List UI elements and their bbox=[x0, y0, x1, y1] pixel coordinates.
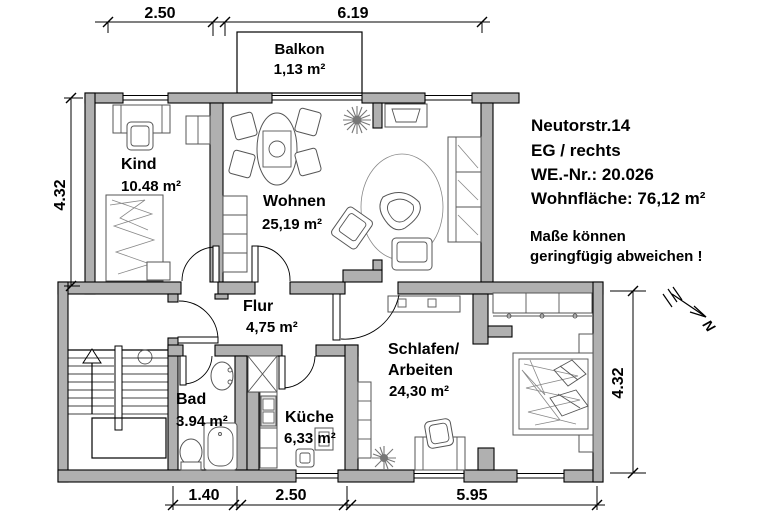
north-arrow-icon bbox=[663, 287, 719, 335]
room-area-kueche: 6,33 m² bbox=[284, 430, 336, 447]
desk-chair bbox=[424, 418, 454, 449]
plant-icon bbox=[372, 446, 396, 470]
room-label-wohnen: Wohnen bbox=[263, 193, 326, 210]
kitchen-sink bbox=[261, 396, 276, 426]
room-label-schlafen-2: Arbeiten bbox=[388, 362, 453, 379]
kind-chair bbox=[127, 122, 153, 150]
kitchen-stool bbox=[296, 449, 314, 467]
staircase bbox=[68, 346, 168, 458]
room-label-kueche: Küche bbox=[285, 409, 334, 426]
bookshelf bbox=[223, 196, 247, 272]
room-label-schlafen: Schlafen/ bbox=[388, 341, 460, 358]
toilet bbox=[180, 439, 202, 470]
dim-label-top-2: 6.19 bbox=[337, 5, 369, 22]
double-bed bbox=[513, 353, 593, 435]
bathtub bbox=[204, 423, 237, 470]
entrance-door bbox=[178, 301, 218, 343]
room-label-bad: Bad bbox=[176, 391, 207, 408]
armchair bbox=[330, 205, 374, 250]
note-line-1: Maße können bbox=[530, 228, 626, 245]
dim-label-bottom-2: 2.50 bbox=[275, 487, 307, 504]
title-unit-number: WE.-Nr.: 20.026 bbox=[531, 165, 654, 184]
nightstand bbox=[579, 334, 593, 354]
armchair bbox=[392, 238, 432, 270]
title-floor: EG / rechts bbox=[531, 141, 621, 160]
dining-table bbox=[257, 113, 297, 185]
dim-label-left: 4.32 bbox=[52, 179, 69, 211]
room-area-wohnen: 25,19 m² bbox=[262, 216, 323, 233]
closet bbox=[493, 293, 592, 318]
kind-door bbox=[182, 246, 219, 282]
room-area-balkon: 1,13 m² bbox=[273, 61, 326, 78]
note-line-2: geringfügig abweichen ! bbox=[530, 248, 703, 265]
tv-sideboard bbox=[385, 104, 427, 127]
north-label: N bbox=[699, 316, 719, 335]
kitchen-cabinet bbox=[248, 356, 277, 392]
nightstand bbox=[579, 435, 593, 452]
bad-door bbox=[180, 356, 212, 385]
dim-label-right: 4.32 bbox=[610, 367, 627, 399]
room-area-flur: 4,75 m² bbox=[246, 319, 298, 336]
title-address: Neutorstr.14 bbox=[531, 116, 631, 135]
dim-label-bottom-1: 1.40 bbox=[188, 487, 220, 504]
wohnen-door bbox=[252, 246, 290, 282]
schlafen-sideboard bbox=[388, 296, 460, 312]
coffee-table bbox=[380, 193, 420, 230]
room-label-balkon: Balkon bbox=[274, 41, 325, 58]
room-area-schlafen: 24,30 m² bbox=[389, 383, 450, 400]
kueche-door bbox=[279, 356, 315, 389]
kind-nightstand bbox=[147, 262, 170, 280]
kind-wardrobe bbox=[186, 116, 210, 144]
room-area-kind: 10.48 m² bbox=[121, 178, 182, 195]
plant-icon bbox=[343, 106, 371, 134]
dim-label-bottom-3: 5.95 bbox=[456, 487, 488, 504]
schlafen-shelf bbox=[358, 382, 371, 458]
room-label-flur: Flur bbox=[243, 298, 274, 315]
dim-label-top-1: 2.50 bbox=[144, 5, 176, 22]
bathroom-sink bbox=[211, 362, 233, 390]
title-living-area: Wohnfläche: 76,12 m² bbox=[531, 189, 706, 208]
room-label-kind: Kind bbox=[121, 156, 157, 173]
sofa bbox=[448, 137, 481, 242]
room-area-bad: 3.94 m² bbox=[176, 413, 228, 430]
